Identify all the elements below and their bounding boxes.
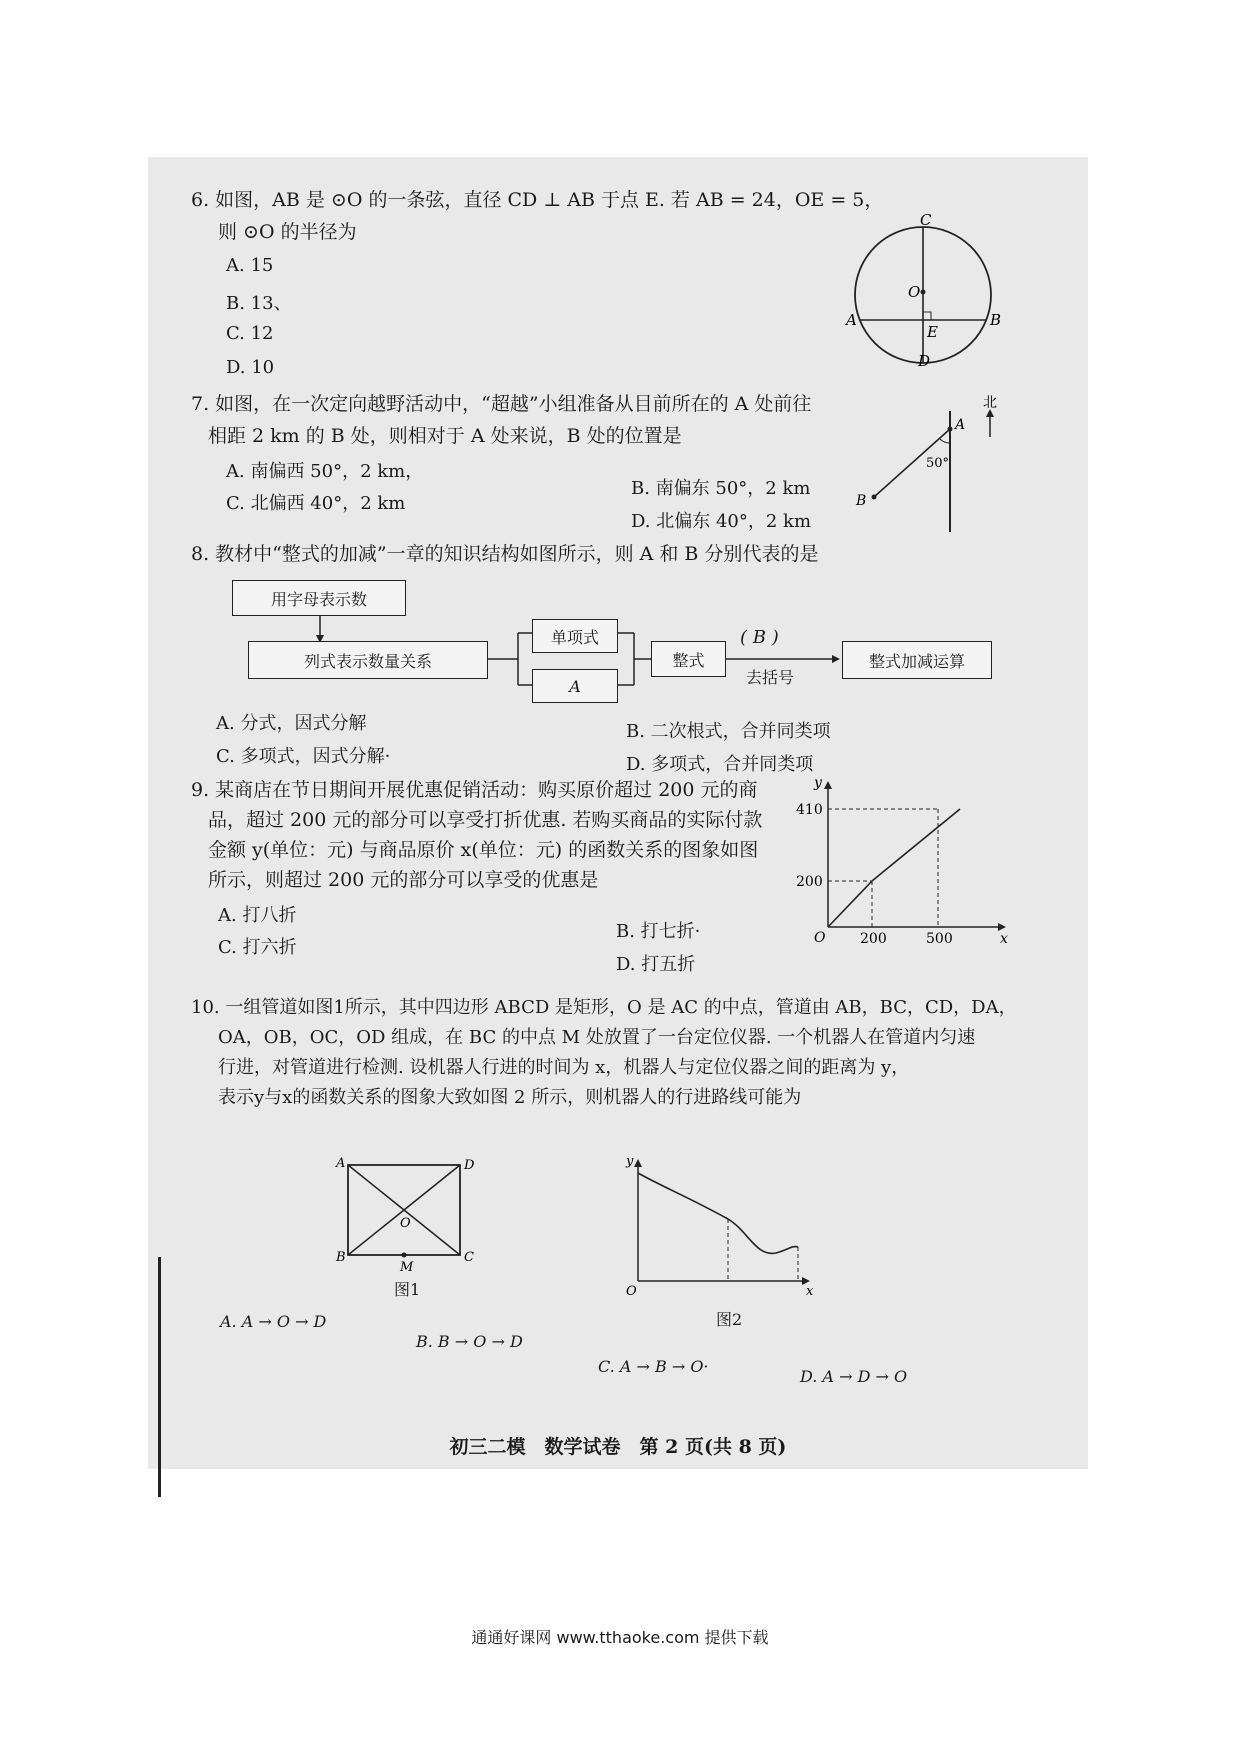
- q10-fig2-x-label: x: [806, 1284, 814, 1299]
- q7-angle-label: 50°: [926, 456, 950, 471]
- q10-stem-line3: 行进，对管道进行检测. 设机器人行进的时间为 x，机器人与定位仪器之间的距离为 y，: [218, 1057, 910, 1078]
- q9-option-c: C. 打六折: [218, 937, 297, 958]
- q10-figure2-caption: 图2: [716, 1310, 743, 1329]
- q10-figure1-rectangle: [338, 1157, 478, 1282]
- q6-option-b: B. 13、: [226, 293, 292, 314]
- q8-box-operation: 整式加减运算: [842, 641, 992, 679]
- q10-option-a: A. A → O → D: [220, 1312, 327, 1331]
- q10-label-c: C: [464, 1250, 474, 1265]
- q9-x-axis-label: x: [1000, 931, 1008, 947]
- q8-box-a: A: [532, 669, 618, 703]
- page-footer: 初三二模 数学试卷 第 2 页(共 8 页): [449, 1436, 787, 1458]
- q6-label-d: D: [918, 352, 931, 370]
- q7-stem-line2: 相距 2 km 的 B 处，则相对于 A 处来说，B 处的位置是: [208, 425, 682, 447]
- page-edge-shadow: [158, 1257, 161, 1497]
- q8-option-b: B. 二次根式，合并同类项: [626, 721, 831, 742]
- q9-stem-line1: 9. 某商店在节日期间开展优惠促销活动：购买原价超过 200 元的商: [191, 779, 758, 801]
- q10-option-d: D. A → D → O: [800, 1367, 908, 1386]
- scanned-exam-page: [148, 157, 1088, 1469]
- q9-stem-line3: 金额 y(单位：元) 与商品原价 x(单位：元) 的函数关系的图象如图: [208, 839, 759, 861]
- q8-box-monomial: 单项式: [532, 619, 618, 653]
- q10-label-o: O: [400, 1216, 411, 1231]
- q9-stem-line4: 所示，则超过 200 元的部分可以享受的优惠是: [208, 869, 599, 891]
- q7-direction-figure: [856, 395, 1028, 537]
- q10-stem-line2: OA，OB，OC，OD 组成，在 BC 的中点 M 处放置了一台定位仪器. 一个机器人在管道内匀速: [218, 1027, 976, 1048]
- q8-option-d: D. 多项式，合并同类项: [626, 754, 814, 775]
- q9-x-tick-500: 500: [926, 931, 953, 947]
- q10-label-d: D: [464, 1158, 475, 1173]
- q10-option-b: B. B → O → D: [416, 1332, 523, 1351]
- q7-north-label: 北: [983, 395, 997, 411]
- q9-function-graph: [796, 775, 1008, 947]
- q8-box-letters: 用字母表示数: [232, 580, 406, 616]
- q6-stem-line2: 则 ⊙O 的半径为: [218, 221, 357, 243]
- q7-stem-line1: 7. 如图，在一次定向越野活动中，“超越”小组准备从目前所在的 A 处前往: [191, 393, 812, 415]
- q9-x-tick-200: 200: [860, 931, 887, 947]
- q7-option-c: C. 北偏西 40°，2 km: [226, 493, 406, 514]
- q6-label-a: A: [846, 311, 857, 329]
- q9-option-b: B. 打七折·: [616, 921, 701, 942]
- q9-stem-line2: 品，超过 200 元的部分可以享受打折优惠. 若购买商品的实际付款: [208, 809, 763, 831]
- q10-figure1-caption: 图1: [394, 1280, 421, 1299]
- q8-bracket-label: 去括号: [746, 668, 795, 687]
- q7-option-a: A. 南偏西 50°，2 km，: [226, 461, 424, 482]
- download-note: 通通好课网 www.tthaoke.com 提供下载: [471, 1628, 769, 1647]
- q8-box-integral: 整式: [651, 641, 726, 677]
- q10-stem-line1: 10. 一组管道如图1所示，其中四边形 ABCD 是矩形，O 是 AC 的中点，管道由 AB，BC，CD，DA，: [191, 997, 1017, 1018]
- q10-stem-line4: 表示y与x的函数关系的图象大致如图 2 所示，则机器人的行进路线可能为: [218, 1087, 802, 1108]
- q9-y-axis-label: y: [814, 775, 822, 791]
- q9-option-a: A. 打八折: [218, 905, 297, 926]
- q6-option-d: D. 10: [226, 357, 275, 378]
- q10-label-a: A: [336, 1156, 346, 1171]
- q6-label-o: O: [908, 283, 921, 301]
- q6-stem-line1: 6. 如图，AB 是 ⊙O 的一条弦，直径 CD ⊥ AB 于点 E. 若 AB = 24，OE = 5，: [191, 189, 884, 211]
- q8-box-relation: 列式表示数量关系: [248, 641, 488, 679]
- q8-option-a: A. 分式，因式分解: [216, 713, 367, 734]
- q10-figure2-graph: [618, 1154, 818, 1299]
- q6-label-b: B: [990, 311, 1002, 329]
- q6-label-c: C: [920, 211, 932, 229]
- q9-option-d: D. 打五折: [616, 954, 696, 975]
- q6-label-e: E: [927, 323, 938, 341]
- q8-b-label: ( B ): [740, 627, 779, 648]
- q7-label-a: A: [955, 417, 966, 433]
- q10-label-b: B: [336, 1250, 346, 1265]
- q9-y-tick-410: 410: [796, 802, 823, 818]
- q9-origin-label: O: [814, 930, 826, 946]
- q7-option-d: D. 北偏东 40°，2 km: [631, 511, 812, 532]
- q7-label-b: B: [856, 493, 867, 509]
- q6-circle-figure: [838, 211, 1008, 370]
- q9-y-tick-200: 200: [796, 874, 823, 890]
- q10-label-m: M: [400, 1260, 414, 1275]
- q6-option-c: C. 12: [226, 323, 274, 344]
- q8-stem: 8. 教材中“整式的加减”一章的知识结构如图所示，则 A 和 B 分别代表的是: [191, 543, 819, 565]
- q8-option-c: C. 多项式，因式分解·: [216, 746, 391, 767]
- q10-option-c: C. A → B → O·: [598, 1357, 709, 1376]
- q10-fig2-y-label: y: [626, 1154, 634, 1169]
- q10-fig2-origin-label: O: [626, 1284, 637, 1299]
- q6-option-a: A. 15: [226, 255, 274, 276]
- q7-option-b: B. 南偏东 50°，2 km: [631, 478, 811, 499]
